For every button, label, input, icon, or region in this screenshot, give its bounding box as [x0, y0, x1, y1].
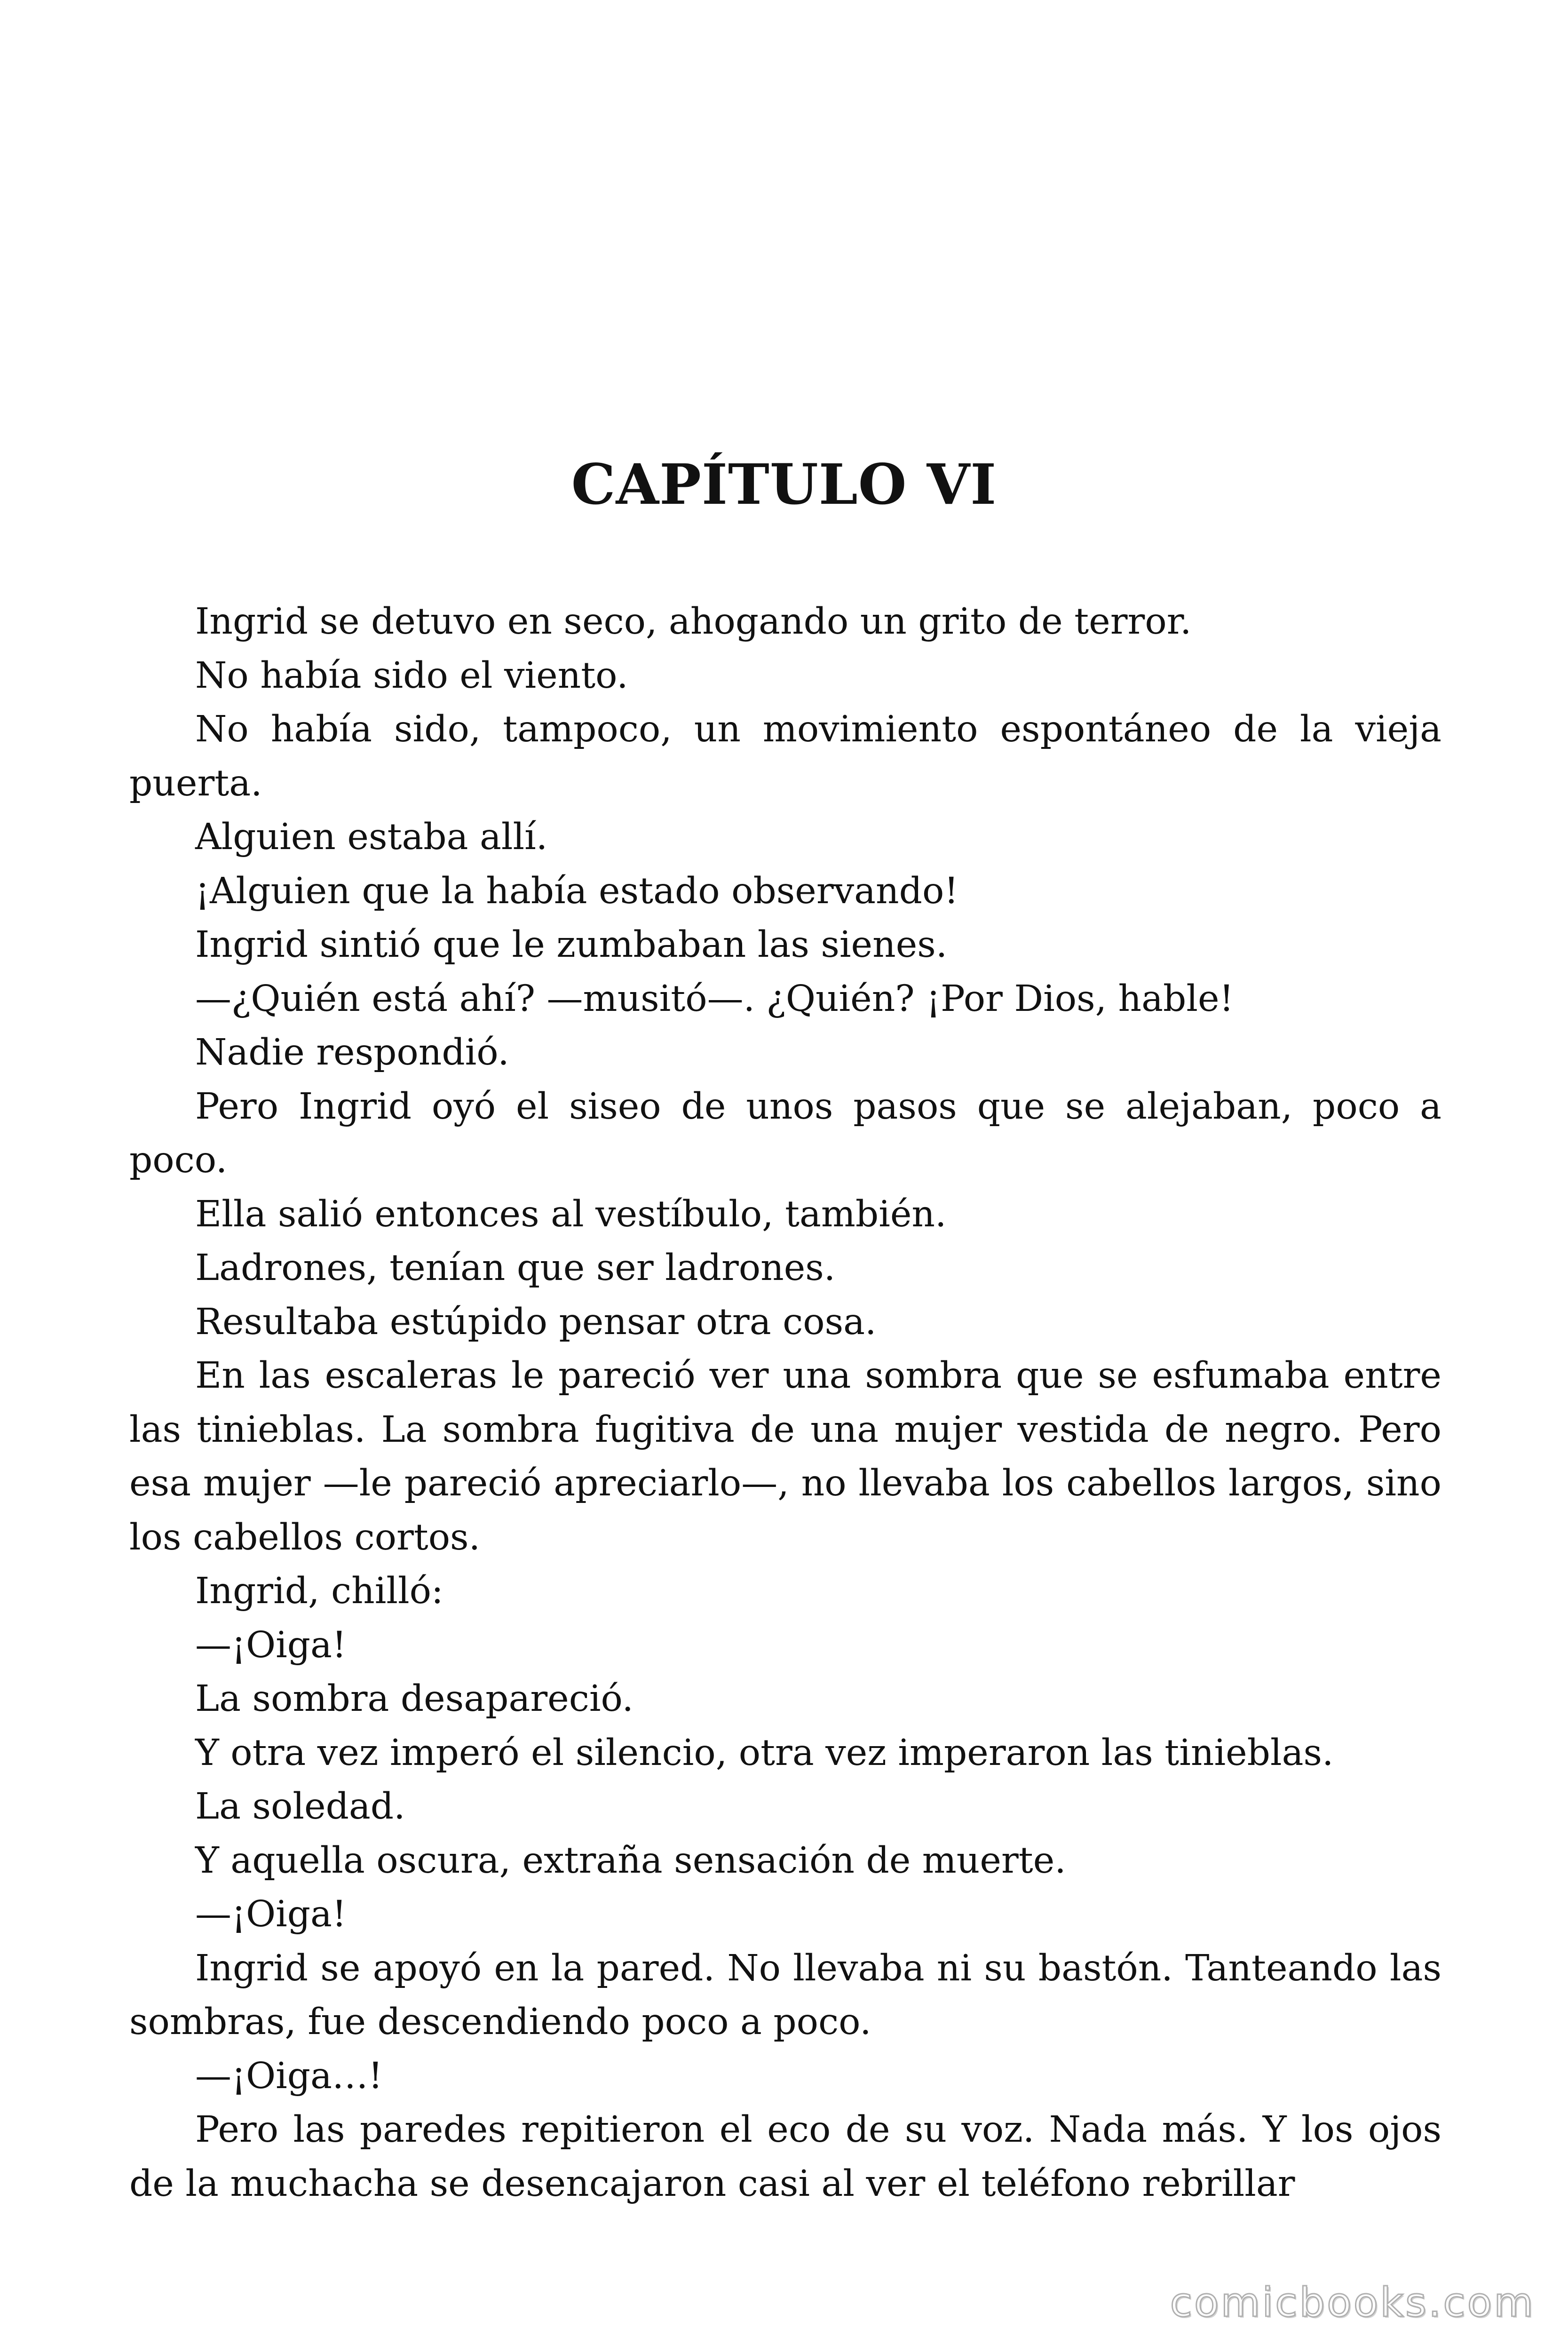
watermark: comicbooks.com	[1170, 2279, 1535, 2326]
paragraph: Pero las paredes repitieron el eco de su voz. Nada más. Y los ojos de la muchacha se desencajaron casi al ver el teléfono rebrillar	[129, 2109, 1441, 2205]
paragraph: Nadie respondió.	[195, 1032, 509, 1073]
paragraph: Ingrid se detuvo en seco, ahogando un grito de terror.	[195, 601, 1192, 643]
paragraph: Ladrones, tenían que ser ladrones.	[195, 1247, 836, 1289]
paragraph: —¡Oiga!	[195, 1624, 347, 1666]
paragraph: Ingrid sintió que le zumbaban las sienes.	[195, 924, 948, 966]
paragraph: —¡Oiga!	[195, 1893, 347, 1935]
paragraph: Ingrid, chilló:	[195, 1570, 443, 1612]
paragraph: ¡Alguien que la había estado observando!	[195, 870, 959, 912]
chapter-title: CAPÍTULO VI	[571, 452, 997, 517]
paragraph: Resultaba estúpido pensar otra cosa.	[195, 1301, 877, 1343]
paragraph: No había sido el viento.	[195, 654, 628, 697]
paragraph: Alguien estaba allí.	[195, 816, 548, 858]
paragraph: Ella salió entonces al vestíbulo, también.	[195, 1193, 947, 1235]
paragraph: —¿Quién está ahí? —musitó—. ¿Quién? ¡Por Dios, hable!	[195, 977, 1234, 1020]
paragraph: Ingrid se apoyó en la pared. No llevaba ni su bastón. Tanteando las sombras, fue descendiendo poco a poco.	[129, 1947, 1441, 2043]
paragraph: —¡Oiga…!	[195, 2055, 383, 2097]
paragraph: Y aquella oscura, extraña sensación de muerte.	[195, 1839, 1066, 1882]
paragraph: Y otra vez imperó el silencio, otra vez imperaron las tinieblas.	[195, 1732, 1334, 1774]
paragraph: La soledad.	[195, 1786, 405, 1828]
paragraph: No había sido, tampoco, un movimiento espontáneo de la vieja puerta.	[129, 708, 1441, 804]
paragraph: Pero Ingrid oyó el siseo de unos pasos que se alejaban, poco a poco.	[129, 1085, 1441, 1181]
chapter-body	[129, 595, 1441, 2211]
paragraph: La sombra desapareció.	[195, 1678, 634, 1720]
paragraph: En las escaleras le pareció ver una sombra que se esfumaba entre las tinieblas. La sombra fugitiva de una mujer vestida de negro. Pero esa mujer —le pareció apreciarlo—, no llevaba los cabellos largos, sino los cabellos cortos.	[129, 1355, 1441, 1558]
